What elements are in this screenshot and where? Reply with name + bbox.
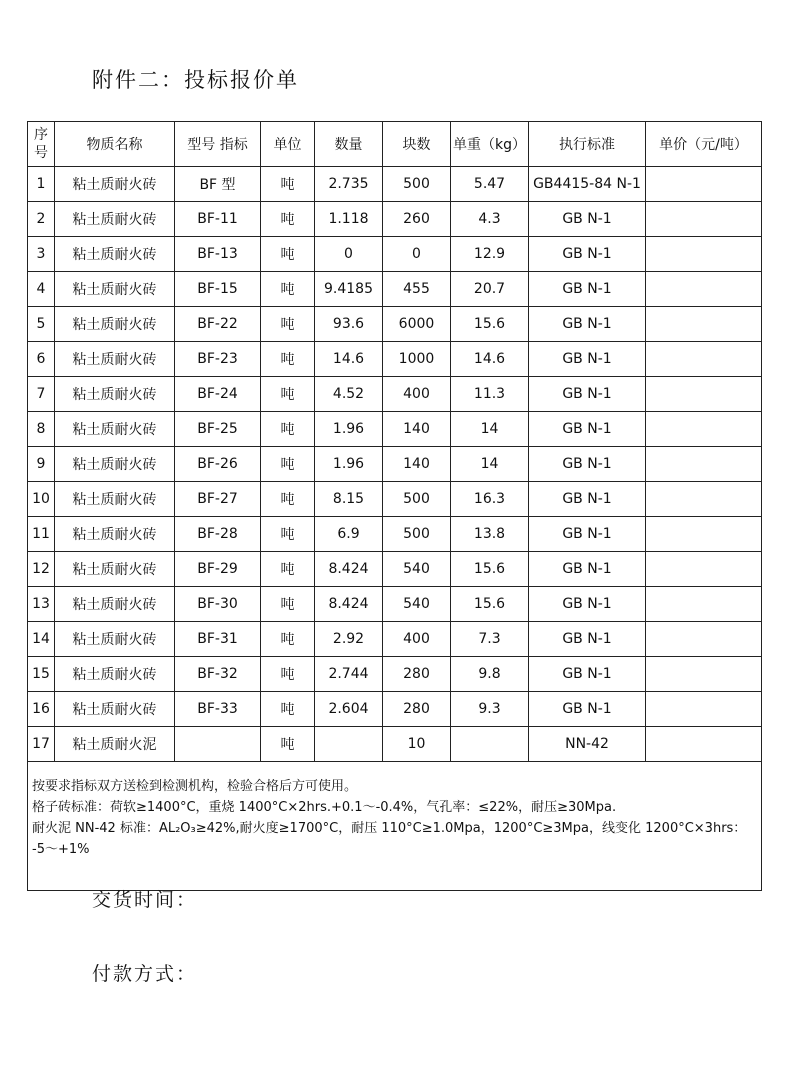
table-row: [28, 272, 762, 307]
cell-model: BF-13: [175, 237, 261, 272]
cell-model: BF-26: [175, 447, 261, 482]
cell-unit: 吨: [261, 482, 315, 517]
cell-price: [646, 412, 762, 447]
table-row: [28, 482, 762, 517]
note-line: 按要求指标双方送检到检测机构，检验合格后方可使用。: [32, 779, 358, 794]
col-header-standard: 执行标准: [529, 122, 646, 167]
table-row: [28, 447, 762, 482]
cell-weight: 14.6: [451, 342, 529, 377]
notes-row: [28, 762, 762, 891]
cell-price: [646, 517, 762, 552]
cell-model: BF-22: [175, 307, 261, 342]
cell-standard: GB N-1: [529, 587, 646, 622]
table-row: [28, 692, 762, 727]
cell-unit: 吨: [261, 412, 315, 447]
cell-standard: GB N-1: [529, 482, 646, 517]
cell-standard: GB N-1: [529, 657, 646, 692]
cell-standard: GB N-1: [529, 202, 646, 237]
cell-qty: 9.4185: [315, 272, 383, 307]
cell-standard: GB N-1: [529, 517, 646, 552]
col-header-price: 单价（元/吨）: [646, 122, 762, 167]
cell-unit: 吨: [261, 692, 315, 727]
cell-model: BF-32: [175, 657, 261, 692]
table-row: [28, 377, 762, 412]
col-header-model: 型号 指标: [175, 122, 261, 167]
quote-table: [27, 121, 762, 891]
cell-model: BF-11: [175, 202, 261, 237]
cell-standard: GB N-1: [529, 692, 646, 727]
cell-name: 粘土质耐火砖: [55, 237, 175, 272]
cell-price: [646, 552, 762, 587]
cell-blocks: 260: [383, 202, 451, 237]
cell-standard: GB N-1: [529, 342, 646, 377]
cell-blocks: 1000: [383, 342, 451, 377]
cell-unit: 吨: [261, 307, 315, 342]
cell-seq: 13: [28, 587, 55, 622]
cell-weight: 4.3: [451, 202, 529, 237]
cell-weight: 14: [451, 412, 529, 447]
cell-name: 粘土质耐火砖: [55, 552, 175, 587]
cell-seq: 8: [28, 412, 55, 447]
cell-price: [646, 622, 762, 657]
cell-name: 粘土质耐火砖: [55, 167, 175, 202]
cell-blocks: 140: [383, 447, 451, 482]
cell-seq: 2: [28, 202, 55, 237]
cell-unit: 吨: [261, 622, 315, 657]
cell-qty: 2.735: [315, 167, 383, 202]
cell-name: 粘土质耐火砖: [55, 412, 175, 447]
cell-model: BF-25: [175, 412, 261, 447]
cell-blocks: 400: [383, 377, 451, 412]
cell-price: [646, 447, 762, 482]
cell-standard: GB N-1: [529, 272, 646, 307]
cell-name: 粘土质耐火砖: [55, 272, 175, 307]
cell-qty: 8.15: [315, 482, 383, 517]
cell-seq: 9: [28, 447, 55, 482]
note-line: 耐火泥 NN-42 标准：AL₂O₃≥42%,耐火度≥1700°C，耐压 110°C≥1.0Mpa，1200°C≥3Mpa，线变化 1200°C×3hrs：: [32, 821, 747, 836]
cell-unit: 吨: [261, 552, 315, 587]
cell-model: BF-31: [175, 622, 261, 657]
col-header-seq: 序号: [28, 122, 55, 167]
col-header-unit: 单位: [261, 122, 315, 167]
cell-seq: 15: [28, 657, 55, 692]
cell-weight: 11.3: [451, 377, 529, 412]
cell-standard: GB N-1: [529, 447, 646, 482]
cell-model: BF-23: [175, 342, 261, 377]
cell-blocks: 140: [383, 412, 451, 447]
table-row: [28, 622, 762, 657]
cell-blocks: 280: [383, 692, 451, 727]
cell-model: BF-29: [175, 552, 261, 587]
cell-blocks: 540: [383, 552, 451, 587]
document-heading: 附件二：投标报价单: [92, 68, 299, 92]
cell-blocks: 0: [383, 237, 451, 272]
cell-weight: 14: [451, 447, 529, 482]
col-header-blocks: 块数: [383, 122, 451, 167]
cell-model: BF-24: [175, 377, 261, 412]
cell-standard: GB N-1: [529, 237, 646, 272]
cell-unit: 吨: [261, 272, 315, 307]
cell-name: 粘土质耐火砖: [55, 517, 175, 552]
cell-name: 粘土质耐火砖: [55, 447, 175, 482]
col-header-weight: 单重（kg）: [451, 122, 529, 167]
cell-blocks: 500: [383, 167, 451, 202]
cell-weight: 15.6: [451, 587, 529, 622]
cell-model: BF-30: [175, 587, 261, 622]
cell-weight: 15.6: [451, 552, 529, 587]
cell-model: [175, 727, 261, 762]
cell-blocks: 540: [383, 587, 451, 622]
cell-price: [646, 342, 762, 377]
cell-standard: GB N-1: [529, 307, 646, 342]
cell-standard: NN-42: [529, 727, 646, 762]
cell-price: [646, 482, 762, 517]
table-row: [28, 727, 762, 762]
cell-seq: 10: [28, 482, 55, 517]
cell-price: [646, 272, 762, 307]
table-row: [28, 587, 762, 622]
cell-qty: 6.9: [315, 517, 383, 552]
cell-name: 粘土质耐火砖: [55, 377, 175, 412]
cell-weight: 9.8: [451, 657, 529, 692]
table-row: [28, 412, 762, 447]
cell-standard: GB N-1: [529, 552, 646, 587]
cell-weight: 12.9: [451, 237, 529, 272]
cell-standard: GB N-1: [529, 377, 646, 412]
cell-unit: 吨: [261, 657, 315, 692]
col-header-qty: 数量: [315, 122, 383, 167]
cell-price: [646, 692, 762, 727]
cell-qty: 1.118: [315, 202, 383, 237]
cell-unit: 吨: [261, 237, 315, 272]
cell-seq: 6: [28, 342, 55, 377]
cell-name: 粘土质耐火砖: [55, 622, 175, 657]
col-header-name: 物质名称: [55, 122, 175, 167]
cell-standard: GB N-1: [529, 412, 646, 447]
cell-qty: 2.92: [315, 622, 383, 657]
cell-seq: 17: [28, 727, 55, 762]
cell-name: 粘土质耐火砖: [55, 342, 175, 377]
cell-unit: 吨: [261, 727, 315, 762]
cell-weight: 15.6: [451, 307, 529, 342]
table-header-row: [28, 122, 762, 167]
cell-unit: 吨: [261, 167, 315, 202]
cell-weight: 9.3: [451, 692, 529, 727]
cell-blocks: 6000: [383, 307, 451, 342]
cell-qty: 93.6: [315, 307, 383, 342]
cell-weight: 13.8: [451, 517, 529, 552]
cell-unit: 吨: [261, 447, 315, 482]
cell-standard: GB4415-84 N-1: [529, 167, 646, 202]
cell-seq: 7: [28, 377, 55, 412]
cell-name: 粘土质耐火砖: [55, 657, 175, 692]
cell-blocks: 500: [383, 482, 451, 517]
notes-cell: [28, 762, 762, 891]
cell-price: [646, 727, 762, 762]
cell-weight: 7.3: [451, 622, 529, 657]
note-line: -5～+1%: [32, 842, 90, 857]
cell-name: 粘土质耐火砖: [55, 202, 175, 237]
cell-seq: 16: [28, 692, 55, 727]
cell-qty: 1.96: [315, 412, 383, 447]
cell-price: [646, 377, 762, 412]
cell-qty: 2.604: [315, 692, 383, 727]
cell-model: BF-28: [175, 517, 261, 552]
cell-qty: [315, 727, 383, 762]
cell-price: [646, 587, 762, 622]
cell-blocks: 400: [383, 622, 451, 657]
cell-name: 粘土质耐火砖: [55, 692, 175, 727]
cell-blocks: 10: [383, 727, 451, 762]
note-line: 格子砖标准：荷软≥1400°C，重烧 1400°C×2hrs.+0.1～-0.4%，气孔率：≤22%，耐压≥30Mpa.: [32, 800, 617, 815]
table-row: [28, 237, 762, 272]
cell-price: [646, 657, 762, 692]
delivery-time-label: 交货时间：: [92, 889, 198, 911]
cell-unit: 吨: [261, 517, 315, 552]
cell-price: [646, 237, 762, 272]
cell-unit: 吨: [261, 377, 315, 412]
cell-seq: 4: [28, 272, 55, 307]
table-row: [28, 202, 762, 237]
cell-qty: 8.424: [315, 587, 383, 622]
cell-qty: 1.96: [315, 447, 383, 482]
cell-weight: [451, 727, 529, 762]
cell-standard: GB N-1: [529, 622, 646, 657]
cell-blocks: 500: [383, 517, 451, 552]
cell-weight: 16.3: [451, 482, 529, 517]
table-row: [28, 657, 762, 692]
table-row: [28, 552, 762, 587]
cell-qty: 14.6: [315, 342, 383, 377]
cell-model: BF-27: [175, 482, 261, 517]
cell-qty: 8.424: [315, 552, 383, 587]
cell-name: 粘土质耐火砖: [55, 482, 175, 517]
table-row: [28, 517, 762, 552]
cell-seq: 1: [28, 167, 55, 202]
cell-name: 粘土质耐火泥: [55, 727, 175, 762]
cell-price: [646, 202, 762, 237]
cell-qty: 4.52: [315, 377, 383, 412]
cell-blocks: 280: [383, 657, 451, 692]
cell-name: 粘土质耐火砖: [55, 307, 175, 342]
cell-unit: 吨: [261, 342, 315, 377]
table-row: [28, 307, 762, 342]
table-row: [28, 342, 762, 377]
cell-model: BF-33: [175, 692, 261, 727]
cell-seq: 3: [28, 237, 55, 272]
table-row: [28, 167, 762, 202]
cell-unit: 吨: [261, 202, 315, 237]
cell-seq: 5: [28, 307, 55, 342]
cell-model: BF 型: [175, 167, 261, 202]
cell-weight: 5.47: [451, 167, 529, 202]
cell-weight: 20.7: [451, 272, 529, 307]
payment-method-label: 付款方式：: [92, 963, 198, 985]
cell-seq: 11: [28, 517, 55, 552]
cell-name: 粘土质耐火砖: [55, 587, 175, 622]
cell-blocks: 455: [383, 272, 451, 307]
cell-qty: 2.744: [315, 657, 383, 692]
cell-price: [646, 307, 762, 342]
cell-model: BF-15: [175, 272, 261, 307]
cell-seq: 14: [28, 622, 55, 657]
cell-price: [646, 167, 762, 202]
cell-seq: 12: [28, 552, 55, 587]
cell-qty: 0: [315, 237, 383, 272]
cell-unit: 吨: [261, 587, 315, 622]
